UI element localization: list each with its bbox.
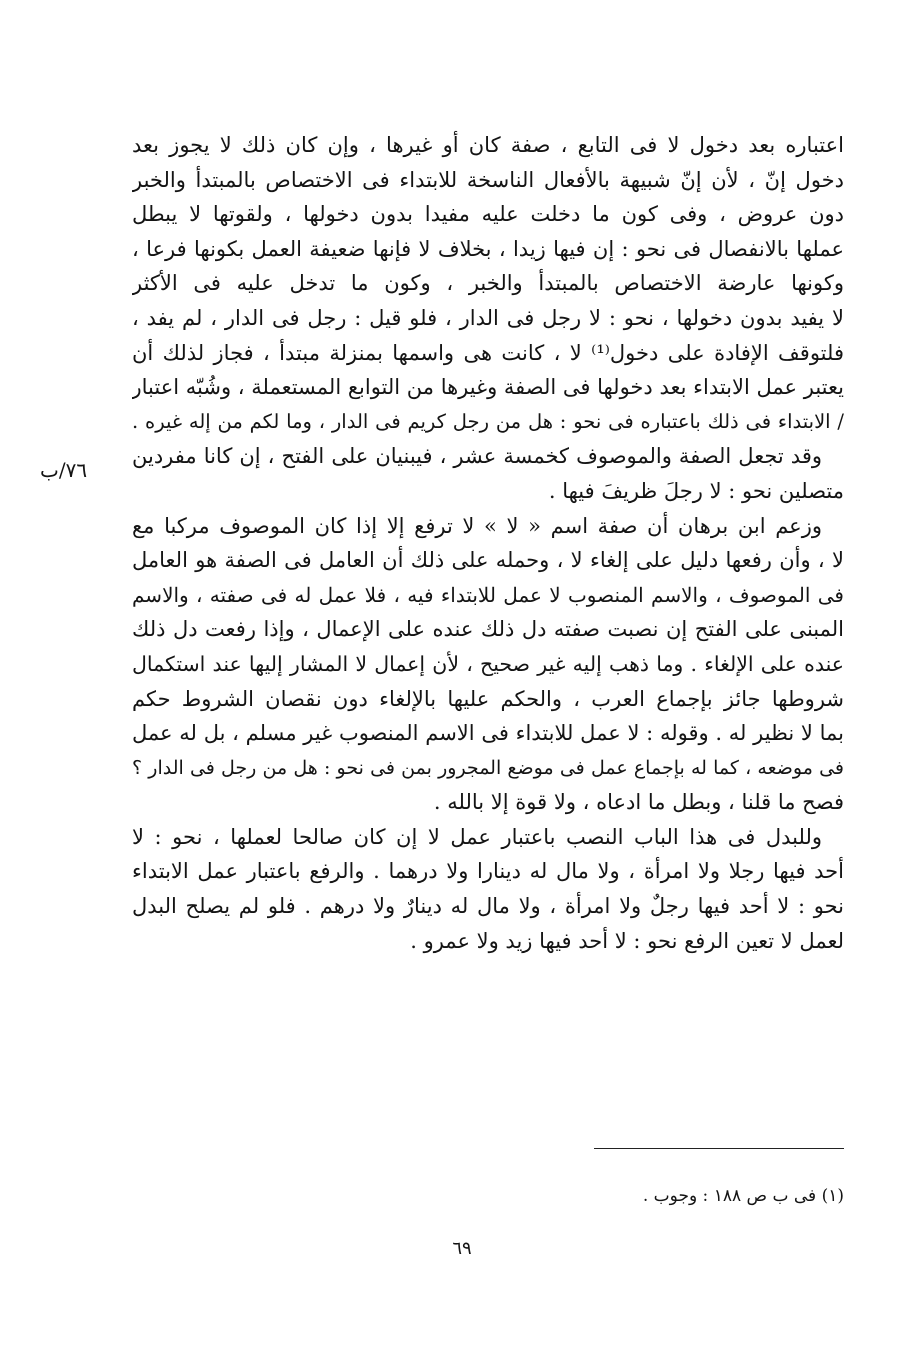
text-line: المبنى على الفتح إن نصبت صفته دل ذلك عنده على الإعمال ، وإذا رفعت دل ذلك (132, 617, 844, 642)
text-line: نحو : لا أحد فيها رجلٌ ولا امرأة ، ولا مال له دينارٌ ولا درهم . فلو لم يصلح البدل (132, 894, 844, 919)
text-line: وزعم ابن برهان أن صفة اسم « لا » لا ترفع إلا إذا كان الموصوف مركبا مع (132, 513, 822, 538)
body-text (132, 128, 844, 958)
text-line: فى الموصوف ، والاسم المنصوب لا عمل للابتداء فيه ، فلا عمل له فى صفته ، والاسم (132, 582, 844, 607)
text-line: عنده على الإلغاء . وما ذهب إليه غير صحيح ، لأن إعمال لا المشار إليها عند استكمال (132, 651, 844, 676)
footnote: (١) فى ب ص ١٨٨ : وجوب . (642, 1186, 844, 1206)
text-line: أحد فيها رجلا ولا امرأة ، ولا مال له دينارا ولا درهما . والرفع باعتبار عمل الابتداء (132, 859, 844, 884)
text-line: فلتوقف الإفادة على دخول⁽¹⁾ لا ، كانت هى واسمها بمنزلة مبتدأ ، فجاز لذلك أن (132, 340, 844, 365)
text-line: دخول إنّ ، لأن إنّ شبيهة بالأفعال الناسخة للابتداء فى الاختصاص بالمبتدأ والخبر (132, 167, 844, 192)
text-line: فصح ما قلنا ، وبطل ما ادعاه ، ولا قوة إلا بالله . (433, 790, 844, 815)
text-line: بما لا نظير له . وقوله : لا عمل للابتداء فى الاسم المنصوب غير مسلم ، بل له عمل (132, 721, 844, 746)
text-line: متصلين نحو : لا رجلَ ظريفَ فيها . (548, 478, 844, 503)
text-line: لا يفيد بدون دخولها ، نحو : لا رجل فى الدار ، فلو قيل : رجل فى الدار ، لم يفد ، (132, 305, 844, 330)
margin-folio-note: ٧٦/ب (40, 458, 88, 482)
text-line: وكونها عارضة الاختصاص بالمبتدأ والخبر ، وكون ما تدخل عليه فى الأكثر (132, 271, 844, 296)
text-line: عملها بالانفصال فى نحو : إن فيها زيدا ، بخلاف لا فإنها ضعيفة العمل بكونها فرعا ، (132, 236, 844, 261)
text-line: / الابتداء فى ذلك باعتباره فى نحو : هل من رجل كريم فى الدار ، وما لكم من إله غيره . (132, 409, 844, 433)
page-number: ٦٩ (452, 1238, 472, 1259)
text-line: اعتباره بعد دخول لا فى التابع ، صفة كان أو غيرها ، وإن كان ذلك لا يجوز بعد (132, 133, 844, 157)
text-line: وقد تجعل الصفة والموصوف كخمسة عشر ، فيبنيان على الفتح ، إن كانا مفردين (132, 444, 822, 469)
text-line: وللبدل فى هذا الباب النصب باعتبار عمل لا إن كان صالحا لعملها ، نحو : لا (132, 824, 822, 849)
text-line: دون عروض ، وفى كون ما دخلت عليه مفيدا بدون دخولها ، ولقوتها لا يبطل (132, 202, 844, 227)
footnote-divider (594, 1148, 844, 1149)
text-line: شروطها جائز بإجماع العرب ، والحكم عليها بالإلغاء دون نقصان الشروط حكم (132, 686, 844, 711)
text-line: لعمل لا تعين الرفع نحو : لا أحد فيها زيد ولا عمرو . (410, 928, 844, 953)
text-line: فى موضعه ، كما له بإجماع عمل فى موضع المجرور بمن فى نحو : هل من رجل فى الدار ؟ (132, 756, 844, 779)
text-line: يعتبر عمل الابتداء بعد دخولها فى الصفة وغيرها من التوابع المستعملة ، وشُبّه اعتبار (132, 375, 844, 400)
text-line: لا ، وأن رفعها دليل على إلغاء لا ، وحمله على ذلك أن العامل فى الصفة هو العامل (132, 548, 844, 573)
